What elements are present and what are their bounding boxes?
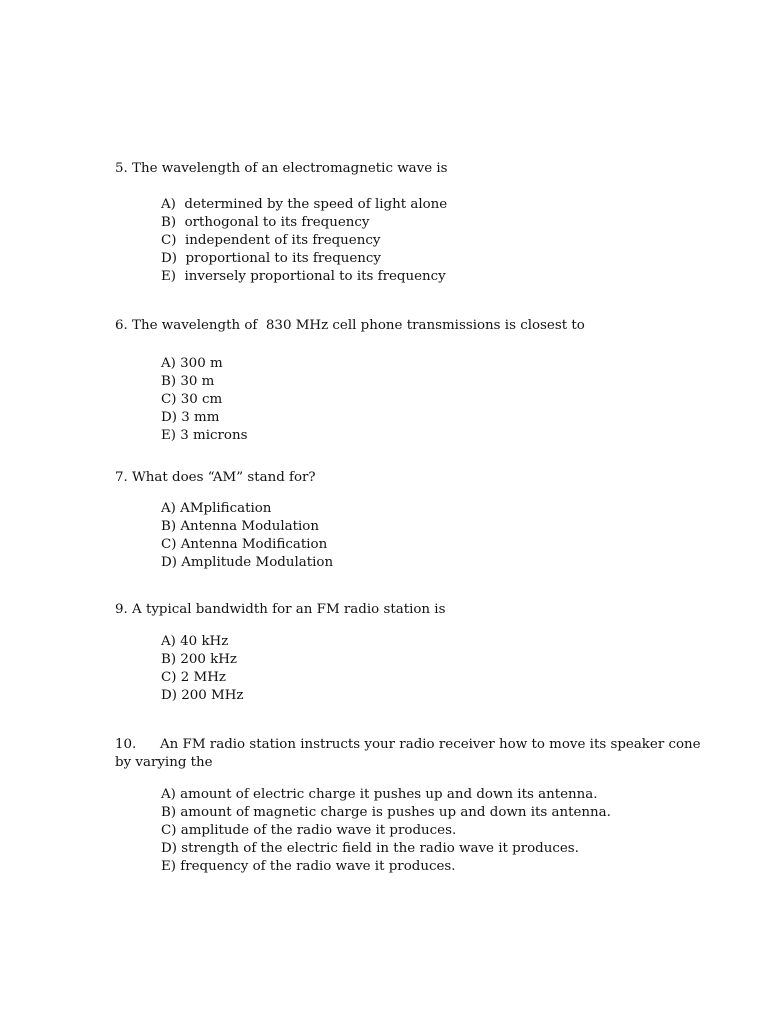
question-5 xyxy=(115,160,715,286)
option-b: B) orthogonal to its frequency xyxy=(161,215,370,230)
question-number: 10. xyxy=(115,737,137,752)
question-text: 9. A typical bandwidth for an FM radio station is xyxy=(115,602,446,617)
option-b: B) amount of magnetic charge is pushes up and down its antenna. xyxy=(161,805,611,820)
question-text-block xyxy=(115,736,715,772)
option-b: B) Antenna Modulation xyxy=(161,519,319,534)
option-a: A) amount of electric charge it pushes up and down its antenna. xyxy=(161,787,598,802)
question-text: An FM radio station instructs your radio receiver how to move its speaker cone by varying the xyxy=(115,737,705,770)
option-a: A) 40 kHz xyxy=(161,634,229,649)
answer-options xyxy=(115,500,715,572)
option-e: E) inversely proportional to its frequency xyxy=(161,269,446,284)
option-d: D) Amplitude Modulation xyxy=(161,555,334,570)
option-c: C) 30 cm xyxy=(161,392,223,407)
option-d: D) 200 MHz xyxy=(161,688,244,703)
option-d: D) strength of the electric field in the radio wave it produces. xyxy=(161,841,579,856)
question-10 xyxy=(115,736,715,876)
question-text: 5. The wavelength of an electromagnetic wave is xyxy=(115,161,448,176)
option-c: C) independent of its frequency xyxy=(161,233,381,248)
option-b: B) 30 m xyxy=(161,374,215,389)
answer-options xyxy=(115,633,715,705)
question-7 xyxy=(115,469,715,572)
option-d: D) proportional to its frequency xyxy=(161,251,381,266)
option-d: D) 3 mm xyxy=(161,410,220,425)
answer-options xyxy=(115,355,715,445)
question-6 xyxy=(115,317,715,445)
option-c: C) 2 MHz xyxy=(161,670,226,685)
answer-options xyxy=(115,786,715,876)
option-c: C) amplitude of the radio wave it produces. xyxy=(161,823,457,838)
option-a: A) determined by the speed of light alone xyxy=(161,197,448,212)
question-9 xyxy=(115,601,715,705)
question-text: 7. What does “AM” stand for? xyxy=(115,470,316,485)
option-c: C) Antenna Modification xyxy=(161,537,328,552)
option-e: E) frequency of the radio wave it produces. xyxy=(161,859,456,874)
question-text: 6. The wavelength of 830 MHz cell phone transmissions is closest to xyxy=(115,318,585,333)
option-b: B) 200 kHz xyxy=(161,652,237,667)
option-e: E) 3 microns xyxy=(161,428,248,443)
option-a: A) 300 m xyxy=(161,356,223,371)
option-a: A) AMplification xyxy=(161,501,272,516)
answer-options xyxy=(115,196,715,286)
